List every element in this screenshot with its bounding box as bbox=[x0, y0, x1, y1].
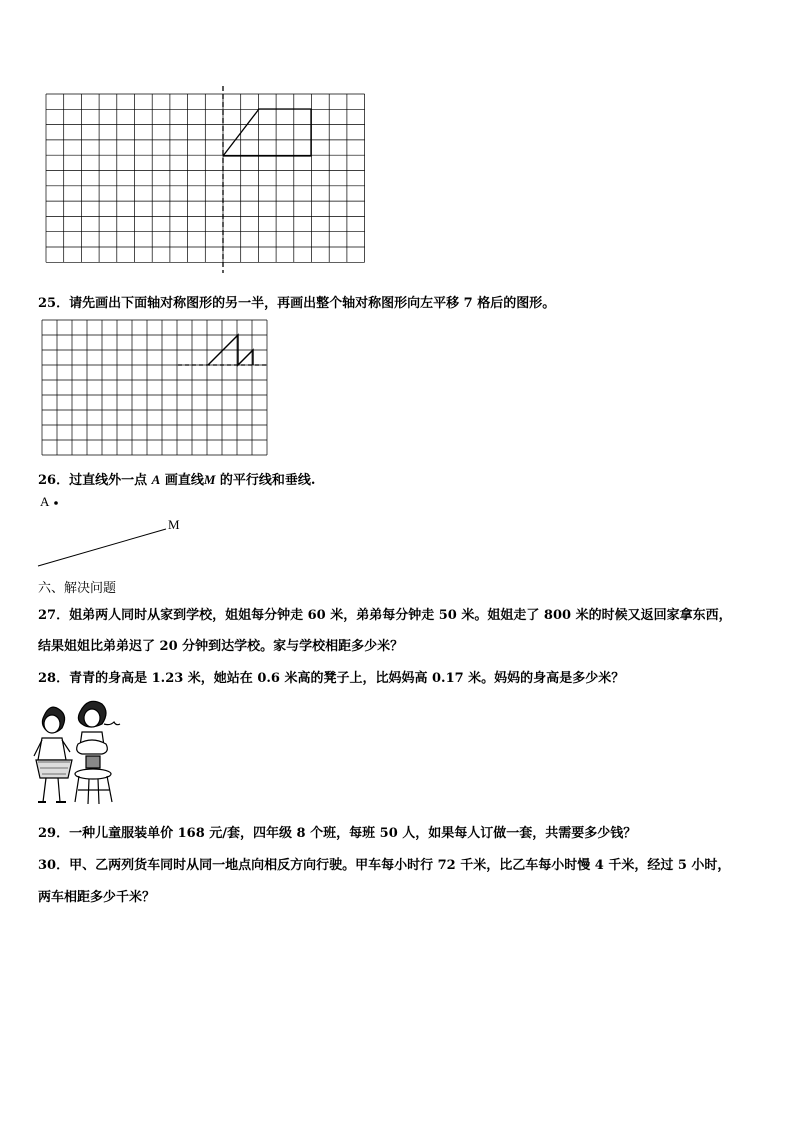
question-28: 28．青青的身高是 1.23 米，她站在 0.6 米高的凳子上，比妈妈高 0.17 米。妈妈的身高是多少米？ bbox=[38, 671, 625, 686]
point-a-label: A bbox=[40, 494, 50, 509]
question-26-text-post: 的平行线和垂线. bbox=[215, 473, 316, 488]
question-30-line-1: 30．甲、乙两列货车同时从同一地点向相反方向行驶。甲车每小时行 72 千米，比乙车每小时慢 4 千米，经过 5 小时， bbox=[38, 858, 731, 873]
question-30-line-2: 两车相距多少千米？ bbox=[38, 890, 156, 905]
girl-on-stool-figure bbox=[75, 701, 120, 804]
question-25-text: 请先画出下面轴对称图形的另一半，再画出整个轴对称图形向左平移 7 格后的图形。 bbox=[69, 296, 556, 311]
question-26-text-pre: 过直线外一点 bbox=[69, 473, 152, 488]
line-m-label: M bbox=[168, 517, 180, 532]
section-title: 六、解决问题 bbox=[38, 581, 117, 596]
standing-girl-figure bbox=[34, 707, 72, 802]
question-26-point: A bbox=[151, 472, 161, 487]
question-25-number: 25． bbox=[38, 296, 70, 311]
question-27-line-1: 27．姐弟两人同时从家到学校，姐姐每分钟走 60 米，弟弟每分钟走 50 米。姐姐走了 800 米的时候又返回家拿东西， bbox=[38, 608, 732, 623]
question-29: 29．一种儿童服装单价 168 元/套，四年级 8 个班，每班 50 人，如果每人订做一套，共需要多少钱？ bbox=[38, 826, 637, 841]
question-26-text-mid: 画直线 bbox=[160, 473, 204, 488]
question-26-number: 26． bbox=[38, 473, 70, 488]
question-26-line: M bbox=[203, 472, 216, 487]
question-27-line-2: 结果姐姐比弟弟迟了 20 分钟到达学校。家与学校相距多少米？ bbox=[38, 639, 404, 654]
